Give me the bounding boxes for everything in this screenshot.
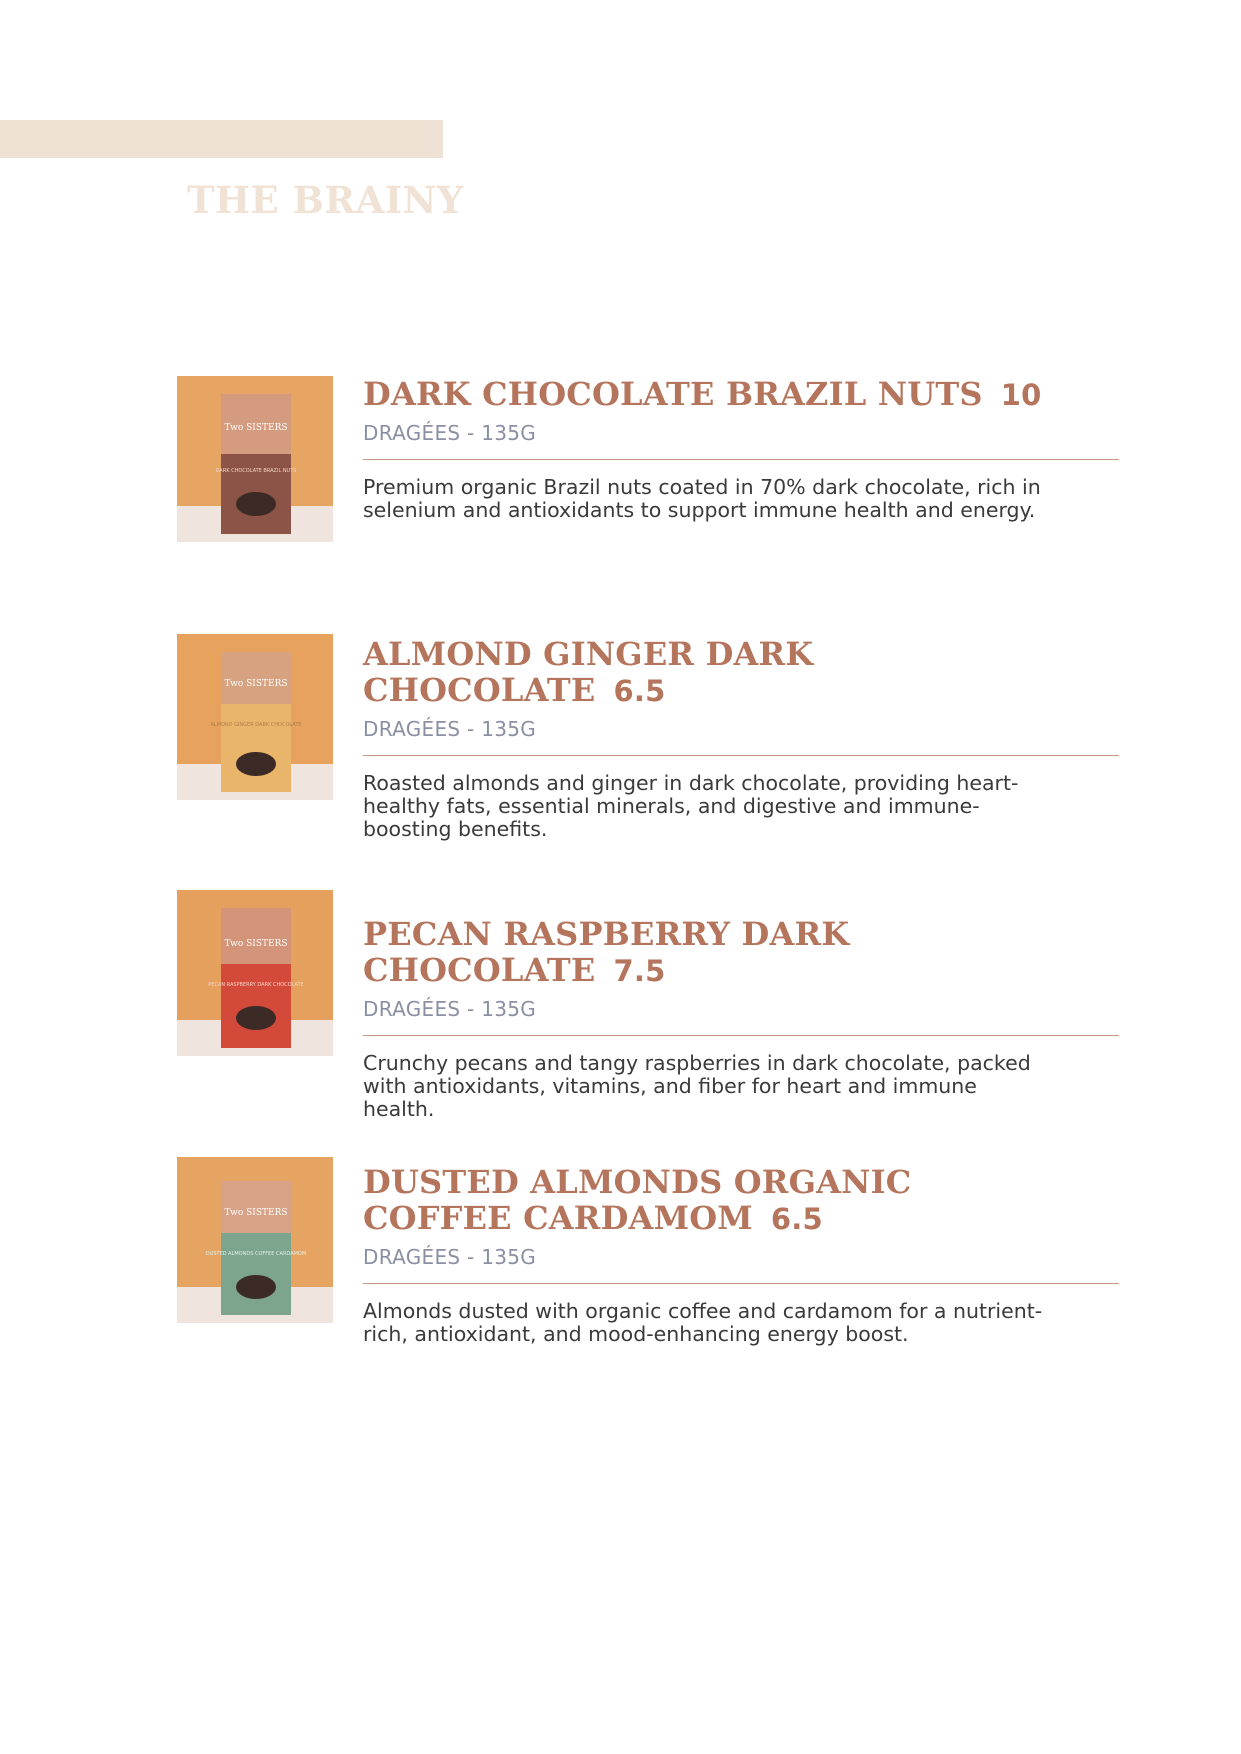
product-description: Almonds dusted with organic coffee and cardamom for a nutrient-rich, antioxidant, and mood-enhancing energy boost. xyxy=(363,1299,1043,1346)
product-name: ALMOND GINGER DARK CHOCOLATE 6.5 xyxy=(363,635,814,709)
product-description: Roasted almonds and ginger in dark chocolate, providing heart-healthy fats, essential minerals, and digestive and immune-boosting benefits. xyxy=(363,771,1019,841)
package-illustration xyxy=(177,1157,333,1323)
header-band xyxy=(0,120,443,158)
divider xyxy=(363,1283,1119,1284)
product-image xyxy=(177,1157,333,1323)
divider xyxy=(363,1035,1119,1036)
product-name: DUSTED ALMONDS ORGANIC xyxy=(363,1163,912,1201)
product-subtitle: DRAGÉES - 135G xyxy=(363,421,537,445)
product-price: 10 xyxy=(1000,378,1042,412)
product-image xyxy=(177,634,333,800)
product-subtitle: DRAGÉES - 135G xyxy=(363,1245,537,1269)
product-image xyxy=(177,376,333,542)
product-price: 6.5 xyxy=(613,674,666,708)
svg-text:DARK CHOCOLATE BRAZIL NUTS: DARK CHOCOLATE BRAZIL NUTS xyxy=(215,468,297,474)
divider xyxy=(363,459,1119,460)
svg-text:PECAN RASPBERRY DARK CHOCOLATE: PECAN RASPBERRY DARK CHOCOLATE xyxy=(208,982,304,988)
product-name: PECAN RASPBERRY DARK CHOCOLATE 7.5 xyxy=(363,915,850,989)
product-name: DARK CHOCOLATE BRAZIL NUTS 10 xyxy=(363,375,1042,413)
package-illustration xyxy=(177,634,333,800)
svg-text:ALMOND GINGER DARK CHOCOLATE: ALMOND GINGER DARK CHOCOLATE xyxy=(210,722,302,728)
svg-text:Two SISTERS: Two SISTERS xyxy=(224,423,288,433)
product-description: Crunchy pecans and tangy raspberries in dark chocolate, packed with antioxidants, vitamins, and fiber for heart and immune health. xyxy=(363,1051,1031,1121)
product-description: Premium organic Brazil nuts coated in 70% dark chocolate, rich in selenium and antioxidants to support immune health and energy. xyxy=(363,475,1041,522)
package-illustration xyxy=(177,376,333,542)
product-price: 7.5 xyxy=(613,954,666,988)
product-subtitle: DRAGÉES - 135G xyxy=(363,997,537,1021)
package-illustration xyxy=(177,890,333,1056)
product-subtitle: DRAGÉES - 135G xyxy=(363,717,537,741)
divider xyxy=(363,755,1119,756)
product-price: 6.5 xyxy=(770,1202,823,1236)
svg-text:Two SISTERS: Two SISTERS xyxy=(224,679,288,689)
section-title: THE BRAINY xyxy=(187,178,464,222)
product-name: COFFEE CARDAMOM 6.5 xyxy=(363,1199,823,1237)
svg-text:Two SISTERS: Two SISTERS xyxy=(224,939,288,949)
svg-text:DUSTED ALMONDS COFFEE CARDAMOM: DUSTED ALMONDS COFFEE CARDAMOM xyxy=(205,1251,307,1257)
product-image xyxy=(177,890,333,1056)
svg-text:Two SISTERS: Two SISTERS xyxy=(224,1208,288,1218)
